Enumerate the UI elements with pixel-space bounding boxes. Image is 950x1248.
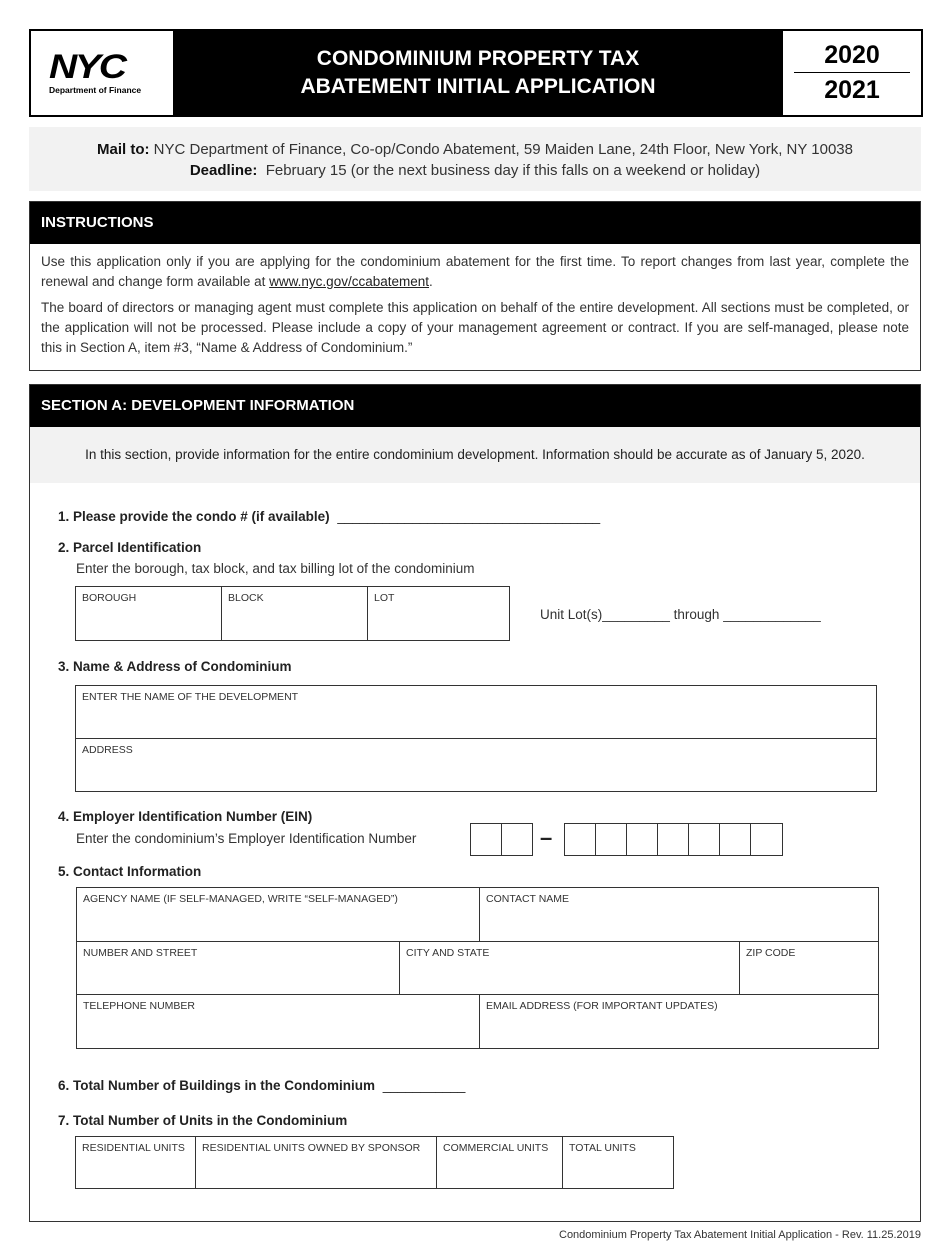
ein-digit-7[interactable] <box>688 823 720 856</box>
instructions-p1-end: . <box>429 274 433 289</box>
instructions-paragraph-1 <box>30 252 920 292</box>
city-state-field[interactable] <box>399 941 740 995</box>
instructions-heading: INSTRUCTIONS <box>30 202 920 244</box>
lot-field[interactable] <box>367 586 510 641</box>
total-units-field[interactable] <box>562 1136 674 1189</box>
condo-number-field[interactable]: ___________________________________ <box>337 509 601 524</box>
ein-digit-1[interactable] <box>470 823 502 856</box>
mail-to-line <box>29 139 921 160</box>
email-label: EMAIL ADDRESS (FOR IMPORTANT UPDATES) <box>486 1000 718 1012</box>
sponsor-units-label: RESIDENTIAL UNITS OWNED BY SPONSOR <box>202 1142 421 1154</box>
ein-digit-5[interactable] <box>626 823 658 856</box>
logo-department: Department of Finance <box>49 84 142 95</box>
mail-to-label: Mail to: <box>97 141 150 158</box>
q1-label: 1. Please provide the condo # (if available) <box>58 509 330 524</box>
q4-instructions: Enter the condominium’s Employer Identification Number <box>76 831 417 846</box>
block-field[interactable] <box>221 586 368 641</box>
instructions-p1-text: Use this application only if you are applying for the condominium abatement for the first time. To report changes from last year, complete the renewal and change form available at <box>41 254 909 289</box>
commercial-units-field[interactable] <box>436 1136 563 1189</box>
ein-dash: – <box>540 825 553 850</box>
ein-digit-9[interactable] <box>750 823 783 856</box>
borough-label: BOROUGH <box>82 592 137 604</box>
title-line-2: ABATEMENT INITIAL APPLICATION <box>300 75 656 98</box>
q2-instructions: Enter the borough, tax block, and tax billing lot of the condominium <box>76 561 475 576</box>
telephone-field[interactable] <box>76 994 480 1049</box>
unit-lots-from-field[interactable]: _________ <box>602 607 670 622</box>
instructions-paragraph-2: The board of directors or managing agent must complete this application on behalf of the entire development. All sections must be completed, or the application will not be processed. Please include a copy of your management agreement or contract. If you are self-managed, please note this in Section A, item #3, “Name & Address of Condominium.” <box>41 300 909 355</box>
deadline-line <box>29 160 921 181</box>
development-name-field[interactable] <box>75 685 877 739</box>
q6-label: 6. Total Number of Buildings in the Condominium <box>58 1078 375 1093</box>
contact-name-field[interactable] <box>479 887 879 942</box>
ein-digit-4[interactable] <box>595 823 627 856</box>
street-label: NUMBER AND STREET <box>83 947 198 959</box>
development-address-label: ADDRESS <box>82 744 133 756</box>
logo-text: NYC <box>49 47 125 86</box>
commercial-units-label: COMMERCIAL UNITS <box>443 1142 549 1154</box>
year-start: 2020 <box>794 39 910 73</box>
development-name-label: ENTER THE NAME OF THE DEVELOPMENT <box>82 691 299 703</box>
residential-units-field[interactable] <box>75 1136 196 1189</box>
ein-digit-6[interactable] <box>657 823 689 856</box>
ein-digit-8[interactable] <box>719 823 751 856</box>
sponsor-units-field[interactable] <box>195 1136 437 1189</box>
mail-to-banner <box>29 127 921 191</box>
zip-code-label: ZIP CODE <box>746 947 796 959</box>
tax-year <box>783 31 921 115</box>
deadline-label: Deadline: <box>189 162 258 179</box>
unit-lots-label: Unit Lot(s) <box>540 607 603 622</box>
q5-label: 5. Contact Information <box>58 864 202 879</box>
q7-label: 7. Total Number of Units in the Condominium <box>58 1113 348 1128</box>
block-label: BLOCK <box>228 592 264 604</box>
nyc-logo <box>31 31 173 115</box>
total-units-label: TOTAL UNITS <box>569 1142 636 1154</box>
instructions-section <box>29 201 921 371</box>
borough-field[interactable] <box>75 586 222 641</box>
unit-lots-to-field[interactable]: _____________ <box>723 607 821 622</box>
section-a-heading: SECTION A: DEVELOPMENT INFORMATION <box>30 385 920 427</box>
mail-to-address: NYC Department of Finance, Co-op/Condo Abatement, 59 Maiden Lane, 24th Floor, New York, NY 10038 <box>153 141 853 158</box>
form-title <box>173 31 783 115</box>
unit-lots <box>540 607 821 622</box>
agency-name-label: AGENCY NAME (IF SELF-MANAGED, WRITE “SELF-MANAGED”) <box>83 893 398 905</box>
through-label: through <box>673 607 720 622</box>
q1-condo-number <box>58 509 600 524</box>
ein-digit-3[interactable] <box>564 823 596 856</box>
agency-name-field[interactable] <box>76 887 480 942</box>
residential-units-label: RESIDENTIAL UNITS <box>82 1142 185 1154</box>
street-field[interactable] <box>76 941 400 995</box>
title-line-1: CONDOMINIUM PROPERTY TAX <box>316 47 640 70</box>
q3-label: 3. Name & Address of Condominium <box>58 659 292 674</box>
q2-label: 2. Parcel Identification <box>58 540 202 555</box>
form-header <box>29 29 923 117</box>
development-address-field[interactable] <box>75 738 877 792</box>
telephone-label: TELEPHONE NUMBER <box>83 1000 196 1012</box>
q4-label: 4. Employer Identification Number (EIN) <box>58 809 313 824</box>
email-field[interactable] <box>479 994 879 1049</box>
lot-label: LOT <box>374 592 395 604</box>
footer-revision: Condominium Property Tax Abatement Initial Application - Rev. 11.25.2019 <box>559 1229 921 1241</box>
zip-code-field[interactable] <box>739 941 879 995</box>
q6-total-buildings <box>58 1078 465 1093</box>
section-a-intro: In this section, provide information for the entire condominium development. Information should be accurate as of January 5, 2020. <box>30 427 920 483</box>
year-end: 2021 <box>824 76 880 104</box>
total-buildings-field[interactable]: ___________ <box>382 1078 466 1093</box>
city-state-label: CITY AND STATE <box>406 947 490 959</box>
ccabatement-link[interactable]: www.nyc.gov/ccabatement <box>269 274 429 289</box>
section-a <box>29 384 921 1222</box>
contact-name-label: CONTACT NAME <box>486 893 570 905</box>
ein-digit-2[interactable] <box>501 823 533 856</box>
deadline-value: February 15 (or the next business day if this falls on a weekend or holiday) <box>265 162 761 179</box>
